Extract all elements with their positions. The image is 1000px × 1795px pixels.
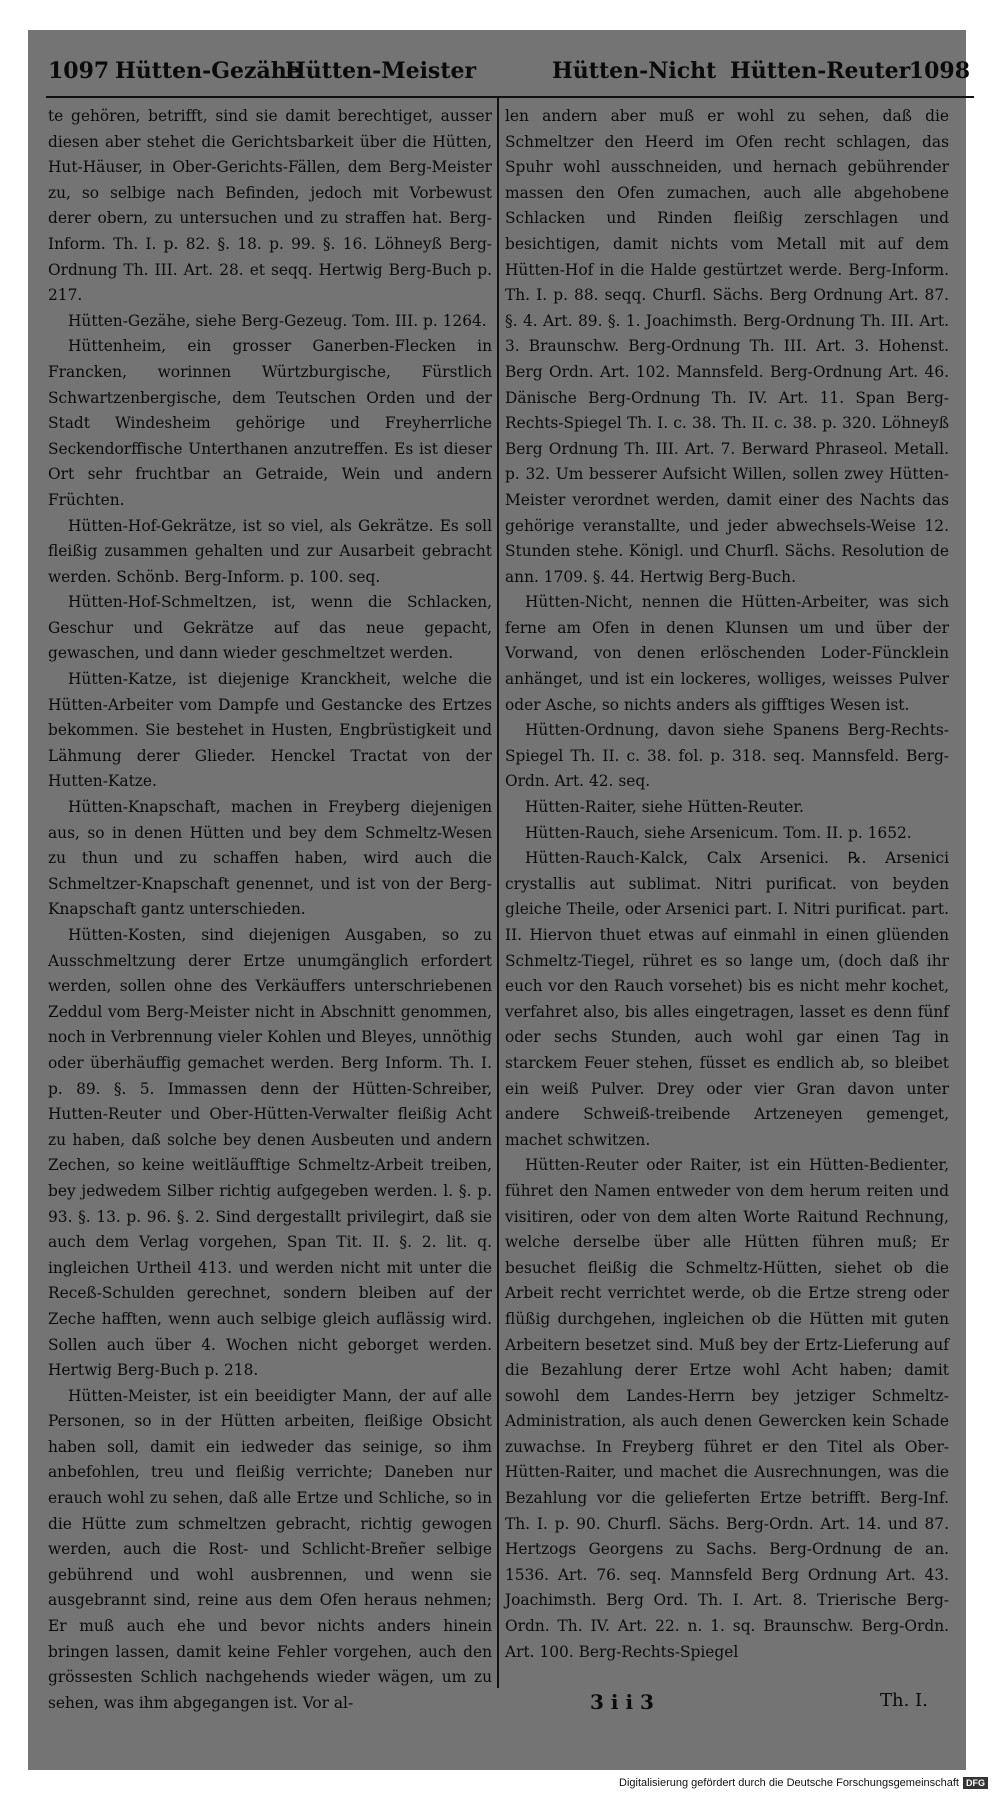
digitization-credit: [619, 1777, 988, 1789]
right-column-entry: Hütten-Rauch, siehe Arsenicum. Tom. II. p. 1652.: [525, 823, 912, 842]
right-column-entry: Hütten-Reuter oder Raiter, ist ein Hütten-Bedienter, führet den Namen entweder von dem herum reiten und visitiren, oder von dem alten Worte Raitund Rechnung, welche derselbe über alle Hütten führen muß; Er besuchet fleißig die Schmeltz-Hütten, siehet ob die Arbeit recht verrichtet werde, ob die Ertze streng oder flüßig durchgehen, ingleichen ob die Hütten mit guten Arbeitern besetzet sind. Muß bey der Ertz-Lieferung auf die Bezahlung derer Ertze wohl Acht haben; damit sowohl dem Landes-Herrn bey jetziger Schmeltz-Administration, als auch denen Gewercken kein Schade zuwachse. In Freyberg führet er den Titel als Ober-Hütten-Raiter, und machet die Ausrechnungen, was die Bezahlung vor die gelieferten Ertze betrifft. Berg-Inf. Th. I. p. 90. Churfl. Sächs. Berg-Ordn. Art. 14. und 87. Hertzogs Georgens zu Sachs. Berg-Ordnung de an. 1536. Art. 76. seq. Mannsfeld Berg Ordnung Art. 43. Joachimsth. Berg Ord. Th. I. Art. 8. Trierische Berg-Ordn. Th. IV. Art. 22. n. 1. sq. Braunschw. Berg-Ordn. Art. 100. Berg-Rechts-Spiegel: [505, 1156, 949, 1661]
right-column-entry: Hütten-Raiter, siehe Hütten-Reuter.: [525, 798, 804, 817]
header-keyword-left-1: Hütten-Gezähe: [115, 58, 301, 84]
left-column-entry: te gehören, betrifft, sind sie damit berechtiget, ausser diesen aber stehet die Gerichtsbarkeit über die Hütten, Hut-Häuser, in Ober-Gerichts-Fällen, dem Berg-Meister zu, so selbige nach Befinden, jedoch mit Vorbewust derer obern, zu untersuchen und zu straffen hat. Berg-Inform. Th. I. p. 82. §. 18. p. 99. §. 16. Löhneyß Berg-Ordnung Th. III. Art. 28. et seqq. Hertwig Berg-Buch p. 217.: [48, 107, 492, 305]
left-column-entry: Hütten-Knapschaft, machen in Freyberg diejenigen aus, so in denen Hütten und bey dem Schmeltz-Wesen zu thun und zu schaffen haben, wird auch die Schmeltzer-Knapschaft genennet, und ist von der Berg-Knapschaft gantz unterschieden.: [48, 798, 492, 919]
left-column: [48, 104, 492, 1716]
dfg-logo: DFG: [963, 1777, 988, 1789]
signature-mark: 3 i i 3: [590, 1690, 654, 1714]
header-rule: [46, 96, 974, 98]
header-keyword-right-2: Hütten-Reuter: [730, 58, 911, 84]
running-header: [40, 50, 988, 90]
right-column-entry: len andern aber muß er wohl zu sehen, daß die Schmeltzer den Heerd im Ofen recht schlagen, das Spuhr wohl ausschneiden, und hernach gebührender massen den Ofen zumachen, auch alle abgehobene Schlacken und Rinden fleißig zerschlagen und besichtigen, damit nichts vom Metall mit auf dem Hütten-Hof in die Halde gestürtzet werde. Berg-Inform. Th. I. p. 88. seqq. Churfl. Sächs. Berg Ordnung Art. 87. §. 4. Art. 89. §. 1. Joachimsth. Berg-Ordnung Th. III. Art. 3. Braunschw. Berg-Ordnung Th. III. Art. 3. Hohenst. Berg Ordn. Art. 102. Mannsfeld. Berg-Ordnung Art. 46. Dänische Berg-Ordnung Th. IV. Art. 11. Span Berg-Rechts-Spiegel Th. I. c. 38. Th. II. c. 38. p. 320. Löhneyß Berg Ordnung Th. III. Art. 7. Berward Phraseol. Metall. p. 32. Um besserer Aufsicht Willen, sollen zwey Hütten-Meister verordnet werden, damit einer des Nachts das gehörige veranstallte, und jeder abwechsels-Weise 12. Stunden stehe. Königl. und Churfl. Sächs. Resolution de ann. 1709. §. 44. Hertwig Berg-Buch.: [505, 107, 949, 586]
left-column-entry: Hütten-Meister, ist ein beeidigter Mann, der auf alle Personen, so in der Hütten arbeiten, fleißige Obsicht haben soll, damit ein iedweder das seinige, so ihm anbefohlen, treu und fleißig verrichte; Daneben nur erauch wohl zu sehen, daß alle Ertze und Schliche, so in die Hütte zum schmeltzen gebracht, richtig gewogen werden, auch die Rost- und Schlicht-Breñer selbige gebührend und wohl ausbrennen, und wenn sie ausgebrannt sind, reine aus dem Ofen heraus nehmen; Er muß auch ehe und bevor nichts anders hinein bringen lassen, damit keine Fehler vorgehen, auch den grössesten Schlich nachgehends wieder wägen, um zu sehen, was ihm abgegangen ist. Vor al-: [48, 1386, 492, 1712]
right-column: [505, 104, 949, 1665]
right-column-entry: Hütten-Nicht, nennen die Hütten-Arbeiter, was sich ferne am Ofen in denen Klunsen um und über der Vorwand, von denen erlöschenden Loder-Füncklein anhänget, und ist ein lockeres, wolliges, weisses Pulver oder Asche, so nichts anders als gifftiges Wesen ist.: [505, 593, 949, 714]
page-number-left: 1097: [48, 58, 110, 84]
header-keyword-left-2: Hütten-Meister: [285, 58, 477, 84]
left-column-entry: Hüttenheim, ein grosser Ganerben-Flecken in Francken, worinnen Würtzburgische, Fürstlich Schwartzenbergische, dem Teutschen Orden und der Stadt Windesheim gehörige und Freyherrliche Seckendorffische Unterthanen anzutreffen. Es ist dieser Ort sehr fruchtbar an Getraide, Wein und andern Früchten.: [48, 337, 492, 509]
right-column-entry: Hütten-Ordnung, davon siehe Spanens Berg-Rechts-Spiegel Th. II. c. 38. fol. p. 318. seq. Mannsfeld. Berg-Ordn. Art. 42. seq.: [505, 721, 949, 791]
left-column-entry: Hütten-Hof-Schmeltzen, ist, wenn die Schlacken, Geschur und Gekrätze auf das neue gepacht, gewaschen, und dann wieder geschmeltzet werden.: [48, 593, 492, 663]
left-column-entry: Hütten-Katze, ist diejenige Kranckheit, welche die Hütten-Arbeiter vom Dampfe und Gestancke des Ertzes bekommen. Sie bestehet in Husten, Engbrüstigkeit und Lähmung derer Glieder. Henckel Tractat von der Hutten-Katze.: [48, 670, 492, 791]
credit-text: Digitalisierung gefördert durch die Deutsche Forschungsgemeinschaft: [619, 1777, 959, 1789]
right-column-entry: Hütten-Rauch-Kalck, Calx Arsenici. ℞. Arsenici crystallis aut sublimat. Nitri purificat. von beyden gleiche Theile, oder Arsenici part. I. Nitri purificat. part. II. Hiervon thuet etwas auf einmahl in einen glüenden Schmeltz-Tiegel, rühret es so lange um, (doch daß ihr euch vor den Rauch vorsehet) bis es nicht mehr kochet, verfahret also, bis alles eingetragen, lasset es denn fünf oder sechs Stunden, auch wohl gar einen Tag in starckem Feuer stehen, füsset es endlich ab, so bleibet ein weiß Pulver. Drey oder vier Gran davon unter andere Schweiß-treibende Artzeneyen gemenget, machet schwitzen.: [505, 849, 949, 1149]
page-number-right: 1098: [908, 58, 970, 84]
column-divider: [497, 98, 499, 1688]
header-keyword-right-1: Hütten-Nicht: [552, 58, 717, 84]
left-column-entry: Hütten-Hof-Gekrätze, ist so viel, als Gekrätze. Es soll fleißig zusammen gehalten und zur Ausarbeit gebracht werden. Schönb. Berg-Inform. p. 100. seq.: [48, 516, 492, 586]
left-column-entry: Hütten-Gezähe, siehe Berg-Gezeug. Tom. III. p. 1264.: [68, 311, 487, 330]
left-column-entry: Hütten-Kosten, sind diejenigen Ausgaben, so zu Ausschmeltzung derer Ertze unumgänglich erfordert werden, sollen ohne des Verkäuffers unterschriebenen Zeddul vom Berg-Meister nicht in Abschnitt genommen, noch in Verbrennung vieler Kohlen und Bleyes, unnöthig oder überhäuffig gemachet werden. Berg Inform. Th. I. p. 89. §. 5. Immassen denn der Hütten-Schreiber, Hutten-Reuter und Ober-Hütten-Verwalter fleißig Acht zu haben, daß solche bey denen Ausbeuten und andern Zechen, so keine weitläufftige Schmeltz-Arbeit treiben, bey jedwedem Silber richtig aufgegeben werden. l. §. p. 93. §. 13. p. 96. §. 2. Sind dergestallt privilegirt, daß sie auch dem Verlag vorgehen, Span Tit. II. §. 2. lit. q. ingleichen Urtheil 413. und werden nicht mit unter die Receß-Schulden gerechnet, sondern bleiben auf der Zeche hafften, wenn auch selbige gleich auflässig wird. Sollen auch über 4. Wochen nicht geborget werden. Hertwig Berg-Buch p. 218.: [48, 926, 492, 1380]
catchword: Th. I.: [880, 1690, 928, 1711]
